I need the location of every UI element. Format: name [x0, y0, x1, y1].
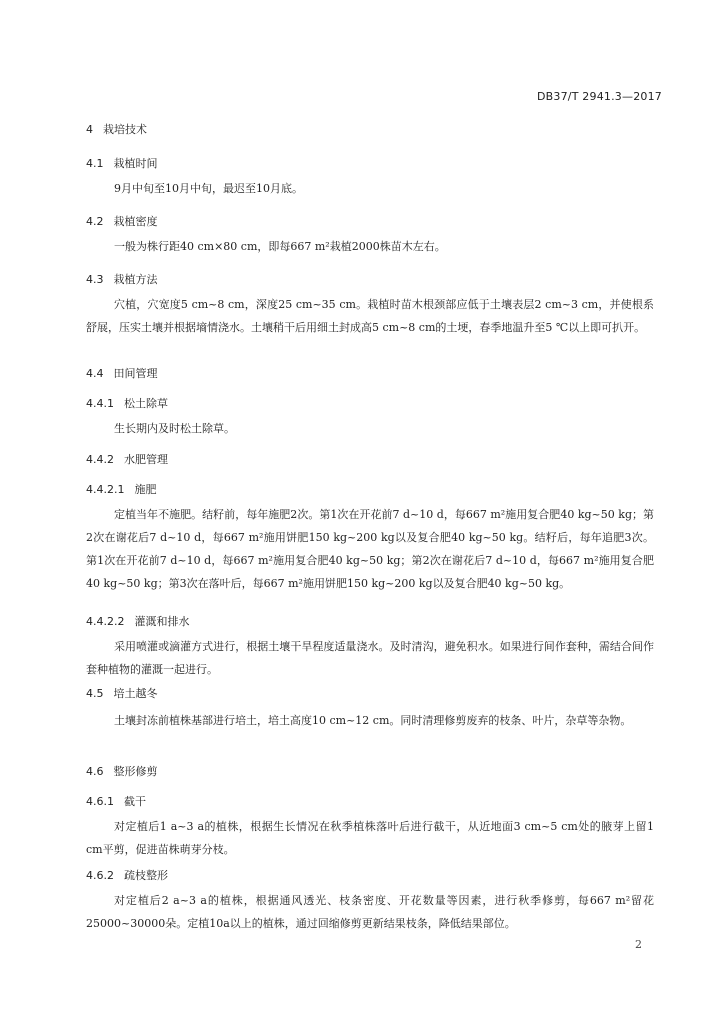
- section-title: 培土越冬: [113, 687, 158, 700]
- section-number: 4.4.2.2: [86, 615, 125, 628]
- section-heading-4-3: [86, 271, 158, 287]
- section-number: 4.2: [86, 215, 104, 228]
- section-heading-4-1: [86, 155, 158, 171]
- section-heading-4-6-1: [86, 793, 146, 809]
- section-heading-4-5: [86, 685, 158, 701]
- section-title: 栽培技术: [103, 123, 147, 136]
- section-heading-4-4-2: [86, 451, 168, 467]
- section-title: 栽植时间: [113, 157, 158, 170]
- section-number: 4.6: [86, 765, 104, 778]
- section-heading-4-4-2-2: [86, 613, 189, 629]
- section-number: 4.6.2: [86, 869, 114, 882]
- section-heading-4-4-2-1: [86, 481, 156, 497]
- section-number: 4.6.1: [86, 795, 114, 808]
- paragraph-fertilization: 定植当年不施肥。结籽前，每年施肥2次。第1次在开花前7 d~10 d，每667 m²施用复合肥40 kg~50 kg；第2次在谢花后7 d~10 d，每667 m²施用饼肥150 kg~200 kg以及复合肥40 kg~50 kg。结籽后，每年追肥3次。第1次在开花前7 d~10 d，每667 m²施用复合肥40 kg~50 kg；第2次在谢花后7 d~10 d，每667 m²施用复合肥40 kg~50 kg；第3次在落叶后，每667 m²施用饼肥150 kg~200 kg以及复合肥40 kg~50 kg。: [86, 508, 654, 590]
- section-heading-4: [86, 121, 147, 137]
- section-number: 4.4.1: [86, 397, 114, 410]
- section-heading-4-6-2: [86, 867, 168, 883]
- paragraph-planting-time: 9月中旬至10月中旬，最迟至10月底。: [114, 182, 303, 195]
- section-title: 栽植密度: [113, 215, 158, 228]
- paragraph-planting-density: 一般为株行距40 cm×80 cm，即每667 m²栽植2000株苗木左右。: [114, 240, 446, 253]
- section-title: 松土除草: [124, 397, 168, 410]
- section-number: 4.5: [86, 687, 104, 700]
- section-title: 灌溉和排水: [134, 615, 190, 628]
- section-title: 截干: [124, 795, 146, 808]
- paragraph-thinning: 对定植后2 a~3 a的植株，根据通风透光、枝条密度、开花数量等因素，进行秋季修剪，每667 m²留花25000~30000朵。定植10a以上的植株，通过回缩修剪更新结果枝条，降低结果部位。: [86, 894, 654, 930]
- section-title: 水肥管理: [124, 453, 168, 466]
- section-title: 施肥: [134, 483, 157, 496]
- paragraph-overwintering: 土壤封冻前植株基部进行培土，培土高度10 cm~12 cm。同时清理修剪废弃的枝条、叶片，杂草等杂物。: [114, 714, 632, 727]
- section-title: 田间管理: [113, 367, 158, 380]
- section-heading-4-2: [86, 213, 158, 229]
- section-number: 4.4.2: [86, 453, 114, 466]
- page-number: 2: [635, 938, 642, 951]
- paragraph-trunk-cutting: 对定植后1 a~3 a的植株，根据生长情况在秋季植株落叶后进行截干，从近地面3 cm~5 cm处的腋芽上留1 cm平剪，促进苗株萌芽分枝。: [86, 820, 654, 856]
- section-title: 疏枝整形: [124, 869, 168, 882]
- section-title: 栽植方法: [113, 273, 158, 286]
- paragraph-irrigation: 采用喷灌或滴灌方式进行，根据土壤干旱程度适量浇水。及时清沟，避免积水。如果进行间作套种，需结合间作套种植物的灌溉一起进行。: [86, 640, 654, 676]
- paragraph-planting-method: 穴植，穴宽度5 cm~8 cm，深度25 cm~35 cm。栽植时苗木根颈部应低于土壤表层2 cm~3 cm，并使根系舒展，压实土壤并根据墒情浇水。土壤稍干后用细土封成高5 cm~8 cm的土埂，春季地温升至5 ℃以上即可扒开。: [86, 298, 654, 334]
- section-heading-4-4-1: [86, 395, 168, 411]
- section-number: 4: [86, 123, 93, 136]
- section-number: 4.3: [86, 273, 104, 286]
- section-number: 4.4.2.1: [86, 483, 125, 496]
- section-heading-4-6: [86, 763, 158, 779]
- section-title: 整形修剪: [113, 765, 158, 778]
- document-code: DB37/T 2941.3—2017: [536, 90, 662, 103]
- paragraph-weeding: 生长期内及时松土除草。: [114, 422, 235, 435]
- section-number: 4.4: [86, 367, 104, 380]
- section-heading-4-4: [86, 365, 158, 381]
- section-number: 4.1: [86, 157, 104, 170]
